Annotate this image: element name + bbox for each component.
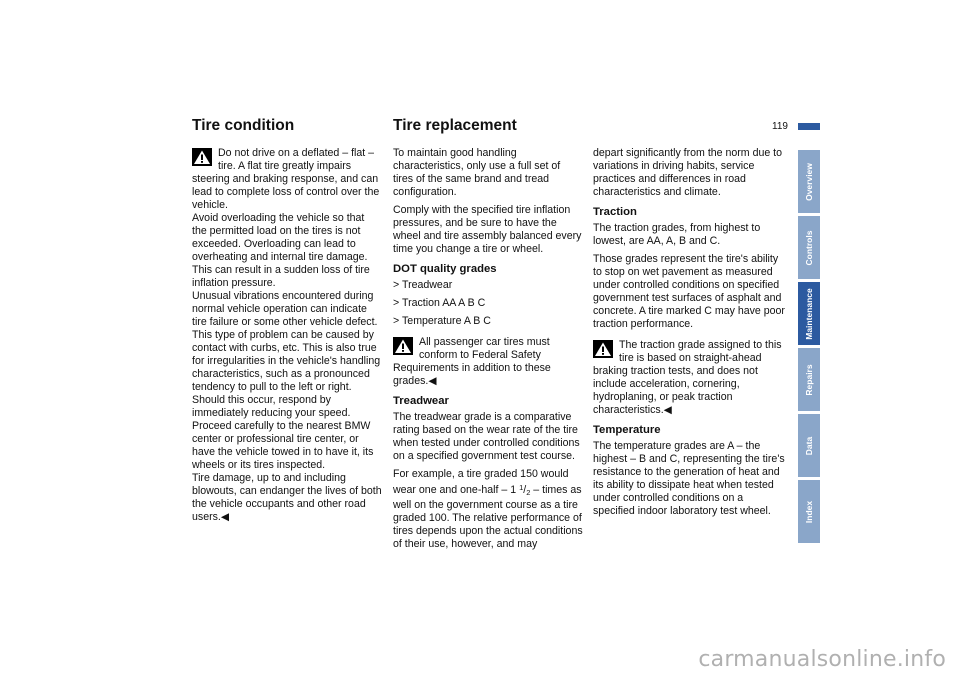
tab-overview[interactable]: [798, 150, 820, 213]
paragraph-overloading: Avoid overloading the vehicle so that the permitted load on the tires is not exceeded. Overloading can lead to overheating and internal tire damage. This can result in a sudden loss of tire inflation pressure.: [192, 212, 370, 289]
paragraph-handling: To maintain good handling characteristics, only use a full set of tires of the same brand and tread configuration.: [393, 147, 561, 198]
list-item: [393, 315, 583, 328]
bullet-marker: >: [393, 297, 400, 309]
tab-label: Overview: [804, 162, 814, 201]
column-tire-replacement-cont: [593, 147, 786, 523]
tab-label: Data: [804, 436, 814, 455]
column-tire-replacement: [393, 147, 583, 556]
warning-federal-safety: [393, 336, 583, 388]
heading-tire-replacement: Tire replacement: [393, 117, 517, 134]
tab-maintenance[interactable]: [798, 282, 820, 345]
paragraph-inflation: Comply with the specified tire inflation pressures, and be sure to have the wheel and tire assembly balanced every time you change a tire or wheel.: [393, 204, 582, 255]
paragraph-tire-damage: Tire damage, up to and including blowouts, can endanger the lives of both the vehicle occupants and other road users.◀: [192, 472, 382, 523]
bullet-text: Treadwear: [402, 279, 453, 291]
column-tire-condition: [192, 147, 382, 529]
text-part: – times as well on the government course as a tire graded 100. The relative performance of tires depends upon the actual conditions of their use, however, and may: [393, 484, 583, 550]
page-marker-bar: [798, 123, 820, 130]
fraction-denominator: 2: [526, 488, 531, 497]
tab-data[interactable]: [798, 414, 820, 477]
bullet-marker: >: [393, 315, 400, 327]
paragraph-traction-grades: The traction grades, from highest to lowest, are AA, A, B and C.: [593, 222, 761, 247]
paragraph-treadwear-example: [393, 468, 583, 551]
tab-label: Maintenance: [804, 287, 814, 340]
tab-label: Repairs: [804, 363, 814, 396]
heading-dot-quality-grades: DOT quality grades: [393, 263, 497, 275]
tab-controls[interactable]: [798, 216, 820, 279]
warning-text: Do not drive on a deflated – flat – tire. A flat tire greatly impairs steering and braking response, and can lead to complete loss of control over the vehicle.: [192, 147, 380, 211]
warning-text: The traction grade assigned to this tire is based on straight-ahead braking traction tests, and does not include acceleration, cornering, hydroplaning, or peak traction characteristics.◀: [593, 339, 782, 416]
tab-label: Controls: [804, 230, 814, 265]
watermark: carmanualsonline.info: [698, 647, 946, 672]
fraction-slash: /: [523, 484, 527, 496]
warning-icon: [593, 340, 613, 358]
bullet-marker: >: [393, 279, 400, 291]
bullet-text: Temperature A B C: [402, 315, 491, 327]
fraction-numerator: 1: [519, 483, 524, 492]
heading-tire-condition: Tire condition: [192, 117, 295, 134]
warning-flat-tire: [192, 147, 382, 212]
list-item: [393, 279, 583, 292]
paragraph-norm: depart significantly from the norm due to variations in driving habits, service practices and differences in road characteristics and climate.: [593, 147, 783, 198]
paragraph-traction-ability: Those grades represent the tire's ability to stop on wet pavement as measured under controlled conditions on specified government test surfaces of asphalt and concrete. A tire marked C may have poor traction performance.: [593, 253, 785, 330]
warning-icon: [393, 337, 413, 355]
tab-index[interactable]: [798, 480, 820, 543]
tab-repairs[interactable]: [798, 348, 820, 411]
warning-traction: [593, 339, 786, 417]
heading-treadwear: Treadwear: [393, 395, 449, 407]
bullet-text: Traction AA A B C: [402, 297, 486, 309]
section-tabs: [798, 150, 820, 546]
heading-temperature: Temperature: [593, 424, 661, 436]
list-item: [393, 297, 583, 310]
paragraph-treadwear-grade: The treadwear grade is a comparative rating based on the wear rate of the tire when tested under controlled conditions on a specified government test course.: [393, 411, 580, 462]
warning-text: All passenger car tires must conform to Federal Safety Requirements in addition to these grades.◀: [393, 336, 551, 387]
text-part: For example, a tire graded 150 would wear one and one-half – 1: [393, 468, 569, 496]
warning-icon: [192, 148, 212, 166]
paragraph-vibrations: Unusual vibrations encountered during normal vehicle operation can indicate tire failure or some other vehicle defect. This type of problem can be caused by contact with curbs, etc. This is also true for irregularities in the vehicle's handling characteristics, such as a pronounced tendency to pull to the left or right. Should this occur, respond by immediately reducing your speed. Proceed carefully to the nearest BMW center or professional tire center, or have the vehicle towed in to have it, its wheels or its tires inspected.: [192, 290, 381, 471]
tab-label: Index: [804, 500, 814, 523]
heading-traction: Traction: [593, 206, 637, 218]
page-number: 119: [772, 121, 788, 132]
paragraph-temperature-grades: The temperature grades are A – the highest – B and C, representing the tire's resistance to the generation of heat and its ability to dissipate heat when tested under controlled conditions on a specified indoor laboratory test wheel.: [593, 440, 785, 517]
